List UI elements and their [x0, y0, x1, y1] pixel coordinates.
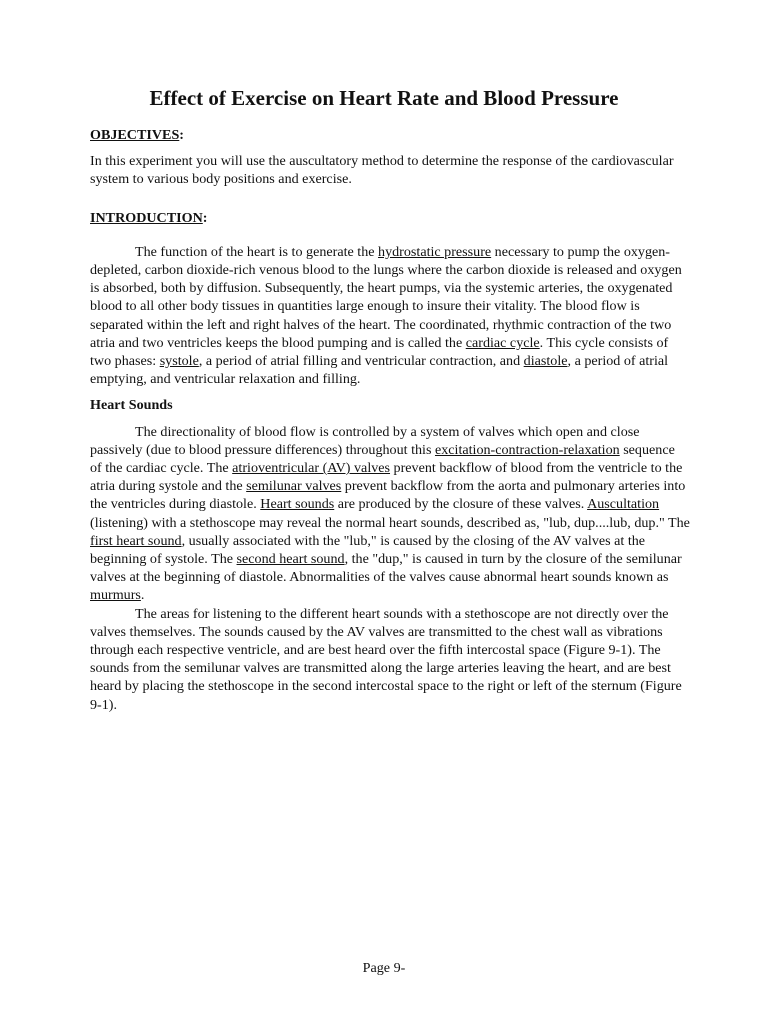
page-footer: Page 9- [362, 960, 406, 976]
intro-text: . This cycle consists of two phases: [90, 334, 669, 370]
objectives-heading [90, 126, 690, 144]
heart-sounds-text: are produced by the closure of these valves. [334, 496, 588, 513]
intro-text: , a period of atrial emptying, and ventricular relaxation and filling. [90, 353, 669, 388]
heart-sounds-heading: Heart Sounds [90, 397, 173, 414]
heart-sounds-text: (listening) with a stethoscope may reveal the normal heart sounds, described as, "lub, dup....lub, dup." The [90, 514, 690, 531]
term-systole: systole [159, 353, 199, 370]
term-av-valves: atrioventricular (AV) valves [232, 460, 391, 477]
introduction-paragraph [90, 243, 690, 389]
introduction-heading-text: INTRODUCTION [90, 209, 203, 226]
objectives-heading-text: OBJECTIVES [90, 127, 180, 143]
heart-sounds-text: , the "dup," is caused in turn by the closure of the semilunar valves at the beginning of diastole. Abnormalities of the valves cause abnormal heart sounds known as [90, 551, 682, 586]
term-hydrostatic-pressure: hydrostatic pressure [378, 243, 492, 260]
term-second-heart-sound: second heart sound [236, 551, 345, 568]
term-excitation-contraction-relaxation: excitation-contraction-relaxation [434, 441, 620, 458]
term-murmurs: murmurs [90, 587, 141, 604]
heart-sounds-text: The directionality of blood flow is controlled by a system of valves which open and close passively (due to blood pressure differences) throughout this [90, 423, 640, 458]
heart-sounds-paragraph-2: The areas for listening to the different heart sounds with a stethoscope are not directly over the valves themselves. The sounds caused by the AV valves are transmitted to the chest wall as vibrations through each respective ventricle, and are best heard over the fifth intercostal space (Figure 9-1). The sounds from the semilunar valves are transmitted along the large arteries leaving the heart, and are best heard by placing the stethoscope in the second intercostal space to the right or left of the sternum (Figure 9-1). [90, 605, 682, 713]
document-body [90, 126, 690, 714]
heart-sounds-text: sequence of the cardiac cycle. The [90, 441, 675, 477]
term-diastole: diastole [523, 353, 568, 370]
introduction-heading [90, 209, 690, 227]
objectives-heading-colon: : [179, 127, 184, 143]
heart-sounds-text: . [140, 587, 145, 604]
heart-sounds-text: prevent backflow of blood from the ventricle to the atria during systole and the [90, 460, 683, 495]
intro-text: , a period of atrial filling and ventricular contraction, and [198, 353, 524, 370]
introduction-heading-colon: : [202, 209, 208, 226]
heart-sounds-text: prevent backflow from the aorta and pulmonary arteries into the ventricles during diastole. [90, 478, 686, 513]
heart-sounds-paragraph-1 [90, 423, 690, 605]
term-cardiac-cycle: cardiac cycle [465, 334, 540, 351]
page-title: Effect of Exercise on Heart Rate and Blood Pressure [149, 86, 619, 110]
heart-sounds-text: , usually associated with the "lub," is caused by the closing of the AV valves at the beginning of systole. The [90, 532, 646, 568]
term-semilunar-valves: semilunar valves [246, 478, 342, 495]
term-auscultation: Auscultation [587, 496, 660, 513]
term-first-heart-sound: first heart sound [90, 532, 182, 549]
term-heart-sounds: Heart sounds [260, 496, 335, 513]
intro-text: necessary to pump the oxygen-depleted, carbon dioxide-rich venous blood to the lungs where the carbon dioxide is released and oxygen is absorbed, both by diffusion. Subsequently, the heart pumps, via the systemic arteries, the oxygenated blood to all other body tissues in quantities large enough to insure their vitality. The blood flow is separated within the left and right halves of the heart. The coordinated, rhythmic contraction of the two atria and two ventricles keeps the blood pumping and is called the [90, 243, 682, 351]
objectives-text: In this experiment you will use the auscultatory method to determine the response of the cardiovascular system to various body positions and exercise. [90, 153, 674, 188]
intro-text: The function of the heart is to generate the [135, 243, 379, 260]
